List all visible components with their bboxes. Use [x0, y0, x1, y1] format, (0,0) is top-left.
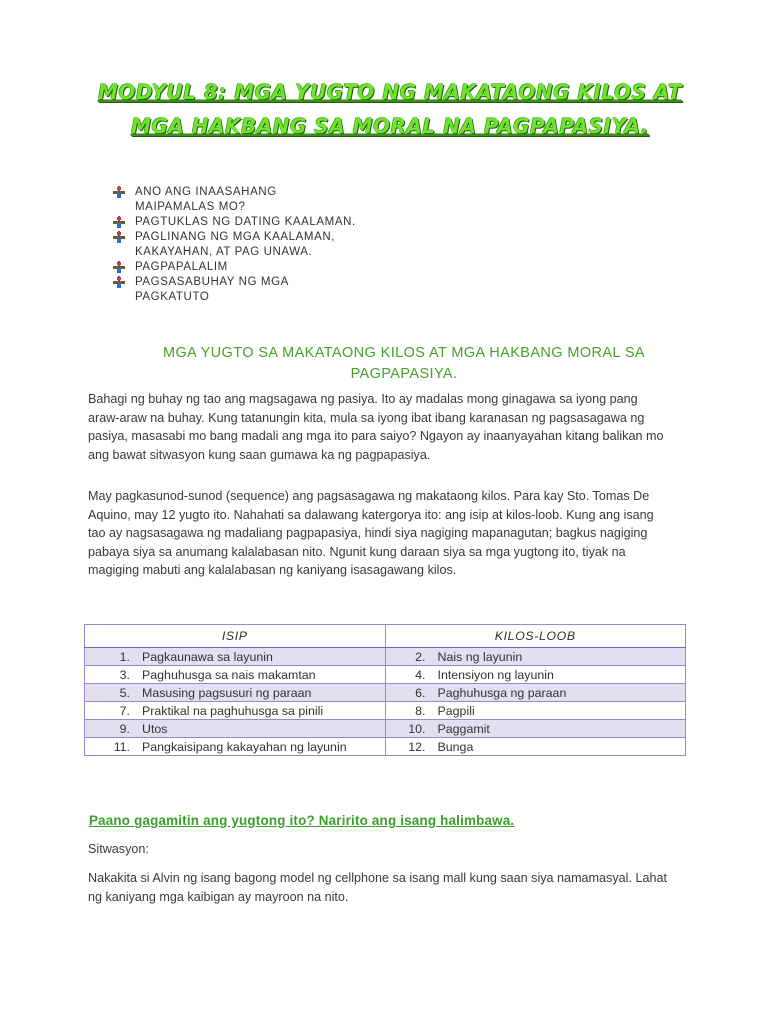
item-text: Nais ng layunin: [437, 649, 523, 664]
item-text: Pagkaunawa sa layunin: [142, 649, 273, 664]
item-text: Pagpili: [437, 703, 475, 718]
list-item-text: PAGPAPALALIM: [135, 261, 228, 273]
table-cell: [85, 684, 386, 702]
module-title-line-1: MODYUL 8: MGA YUGTO NG MAKATAONG KILOS AT: [97, 80, 683, 104]
column-header-kilos-loob: KILOS-LOOB: [385, 625, 686, 648]
item-number: 7.: [119, 703, 130, 718]
item-number: 5.: [119, 685, 130, 700]
item-text: Paghuhusga ng paraan: [437, 685, 567, 700]
item-number: 1.: [119, 649, 130, 664]
list-item: [113, 230, 413, 245]
item-text: Utos: [142, 721, 168, 736]
item-number: 9.: [119, 721, 130, 736]
table-row: [85, 648, 686, 666]
sitwasyon-paragraph: Nakakita si Alvin ng isang bagong model ng cellphone sa isang mall kung saan siya namamasyal. Lahat ng kaniyang mga kaibigan ay mayroon na nito.: [88, 871, 667, 904]
item-number: 3.: [119, 667, 130, 682]
example-subheading: Paano gagamitin ang yugtong ito? Naririto ang isang halimbawa.: [89, 813, 515, 828]
bullet-icon: [113, 276, 125, 288]
table-cell: [85, 702, 386, 720]
item-text: Paghuhusga sa nais makamtan: [142, 667, 316, 682]
table-row: [85, 738, 686, 756]
bullet-icon: [113, 186, 125, 198]
intro-paragraph: Bahagi ng buhay ng tao ang magsagawa ng pasiya. Ito ay madalas mong ginagawa sa iyong pang araw-araw na buhay. Kung tatanungin kita, mula sa iyong ibat ibang karanasan ng pagsasagawa ng pasiya, masasabi mo bang madali ang mga ito para saiyo? Ngayon ay inaanyayahan kitang balikan mo ang bawat sitwasyon kung saan gumawa ka ng pagpapasiya.: [88, 392, 664, 462]
table-header-row: [85, 625, 686, 648]
item-number: 4.: [415, 667, 426, 682]
objectives-list: [113, 185, 413, 305]
list-item-text: PAGLINANG NG MGA KAALAMAN,: [135, 231, 336, 243]
table-cell: [385, 720, 686, 738]
list-item-text: ANO ANG INAASAHANG: [135, 186, 277, 198]
table-cell: [85, 666, 386, 684]
list-item: [113, 260, 413, 275]
item-number: 12.: [408, 739, 426, 754]
table-row: [85, 702, 686, 720]
list-item-text: MAIPAMALAS MO?: [135, 201, 246, 213]
list-item-text: PAGSASABUHAY NG MGA: [135, 276, 289, 288]
item-text: Masusing pagsusuri ng paraan: [142, 685, 312, 700]
item-text: Paggamit: [437, 721, 490, 736]
module-title-line-2: MGA HAKBANG SA MORAL NA PAGPAPASIYA.: [130, 114, 649, 138]
item-number: 2.: [415, 649, 426, 664]
table-cell: [385, 666, 686, 684]
item-text: Intensiyon ng layunin: [437, 667, 554, 682]
sitwasyon-label: Sitwasyon:: [88, 842, 149, 856]
table-cell: [385, 702, 686, 720]
list-item-text: KAKAYAHAN, AT PAG UNAWA.: [135, 246, 313, 258]
table-cell: [385, 684, 686, 702]
item-number: 10.: [408, 721, 426, 736]
bullet-icon: [113, 261, 125, 273]
sequence-paragraph: May pagkasunod-sunod (sequence) ang pagsasagawa ng makataong kilos. Para kay Sto. Tomas De Aquino, may 12 yugto ito. Nahahati sa dalawang katergorya ito: ang isip at kilos-loob. Kung ang isang tao ay nagsasagawa ng madaliang pagpapasiya, hindi siya nagiging mapanagutan; bagkus nagiging pabaya siya sa anumang kalalabasan nito. Ngunit kung daraan siya sa mga yugtong ito, tiyak na magiging mabuti ang kalalabasan ng kaniyang isasagawang kilos.: [88, 489, 654, 577]
list-item: [113, 290, 413, 305]
list-item: [113, 275, 413, 290]
item-number: 8.: [415, 703, 426, 718]
table-row: [85, 720, 686, 738]
item-number: 11.: [113, 739, 130, 754]
section-heading: [130, 343, 678, 385]
item-text: Pangkaisipang kakayahan ng layunin: [142, 739, 347, 754]
bullet-icon: [113, 231, 125, 243]
item-text: Praktikal na paghuhusga sa pinili: [142, 703, 324, 718]
section-heading-line-2: PAGPAPASIYA.: [350, 366, 458, 382]
table-cell: [85, 648, 386, 666]
stages-table: [84, 624, 686, 756]
table-cell: [85, 738, 386, 756]
table-cell: [385, 648, 686, 666]
item-number: 6.: [415, 685, 426, 700]
list-item: [113, 200, 413, 215]
list-item: [113, 245, 413, 260]
list-item-text: PAGKATUTO: [135, 291, 210, 303]
bullet-icon: [113, 216, 125, 228]
list-item: [113, 185, 413, 200]
list-item-text: PAGTUKLAS NG DATING KAALAMAN.: [135, 216, 356, 228]
section-heading-line-1: MGA YUGTO SA MAKATAONG KILOS AT MGA HAKBANG MORAL SA: [163, 345, 645, 361]
table-cell: [385, 738, 686, 756]
item-text: Bunga: [437, 739, 474, 754]
table-row: [85, 666, 686, 684]
list-item: [113, 215, 413, 230]
column-header-isip: ISIP: [85, 625, 386, 648]
table-cell: [85, 720, 386, 738]
table-row: [85, 684, 686, 702]
